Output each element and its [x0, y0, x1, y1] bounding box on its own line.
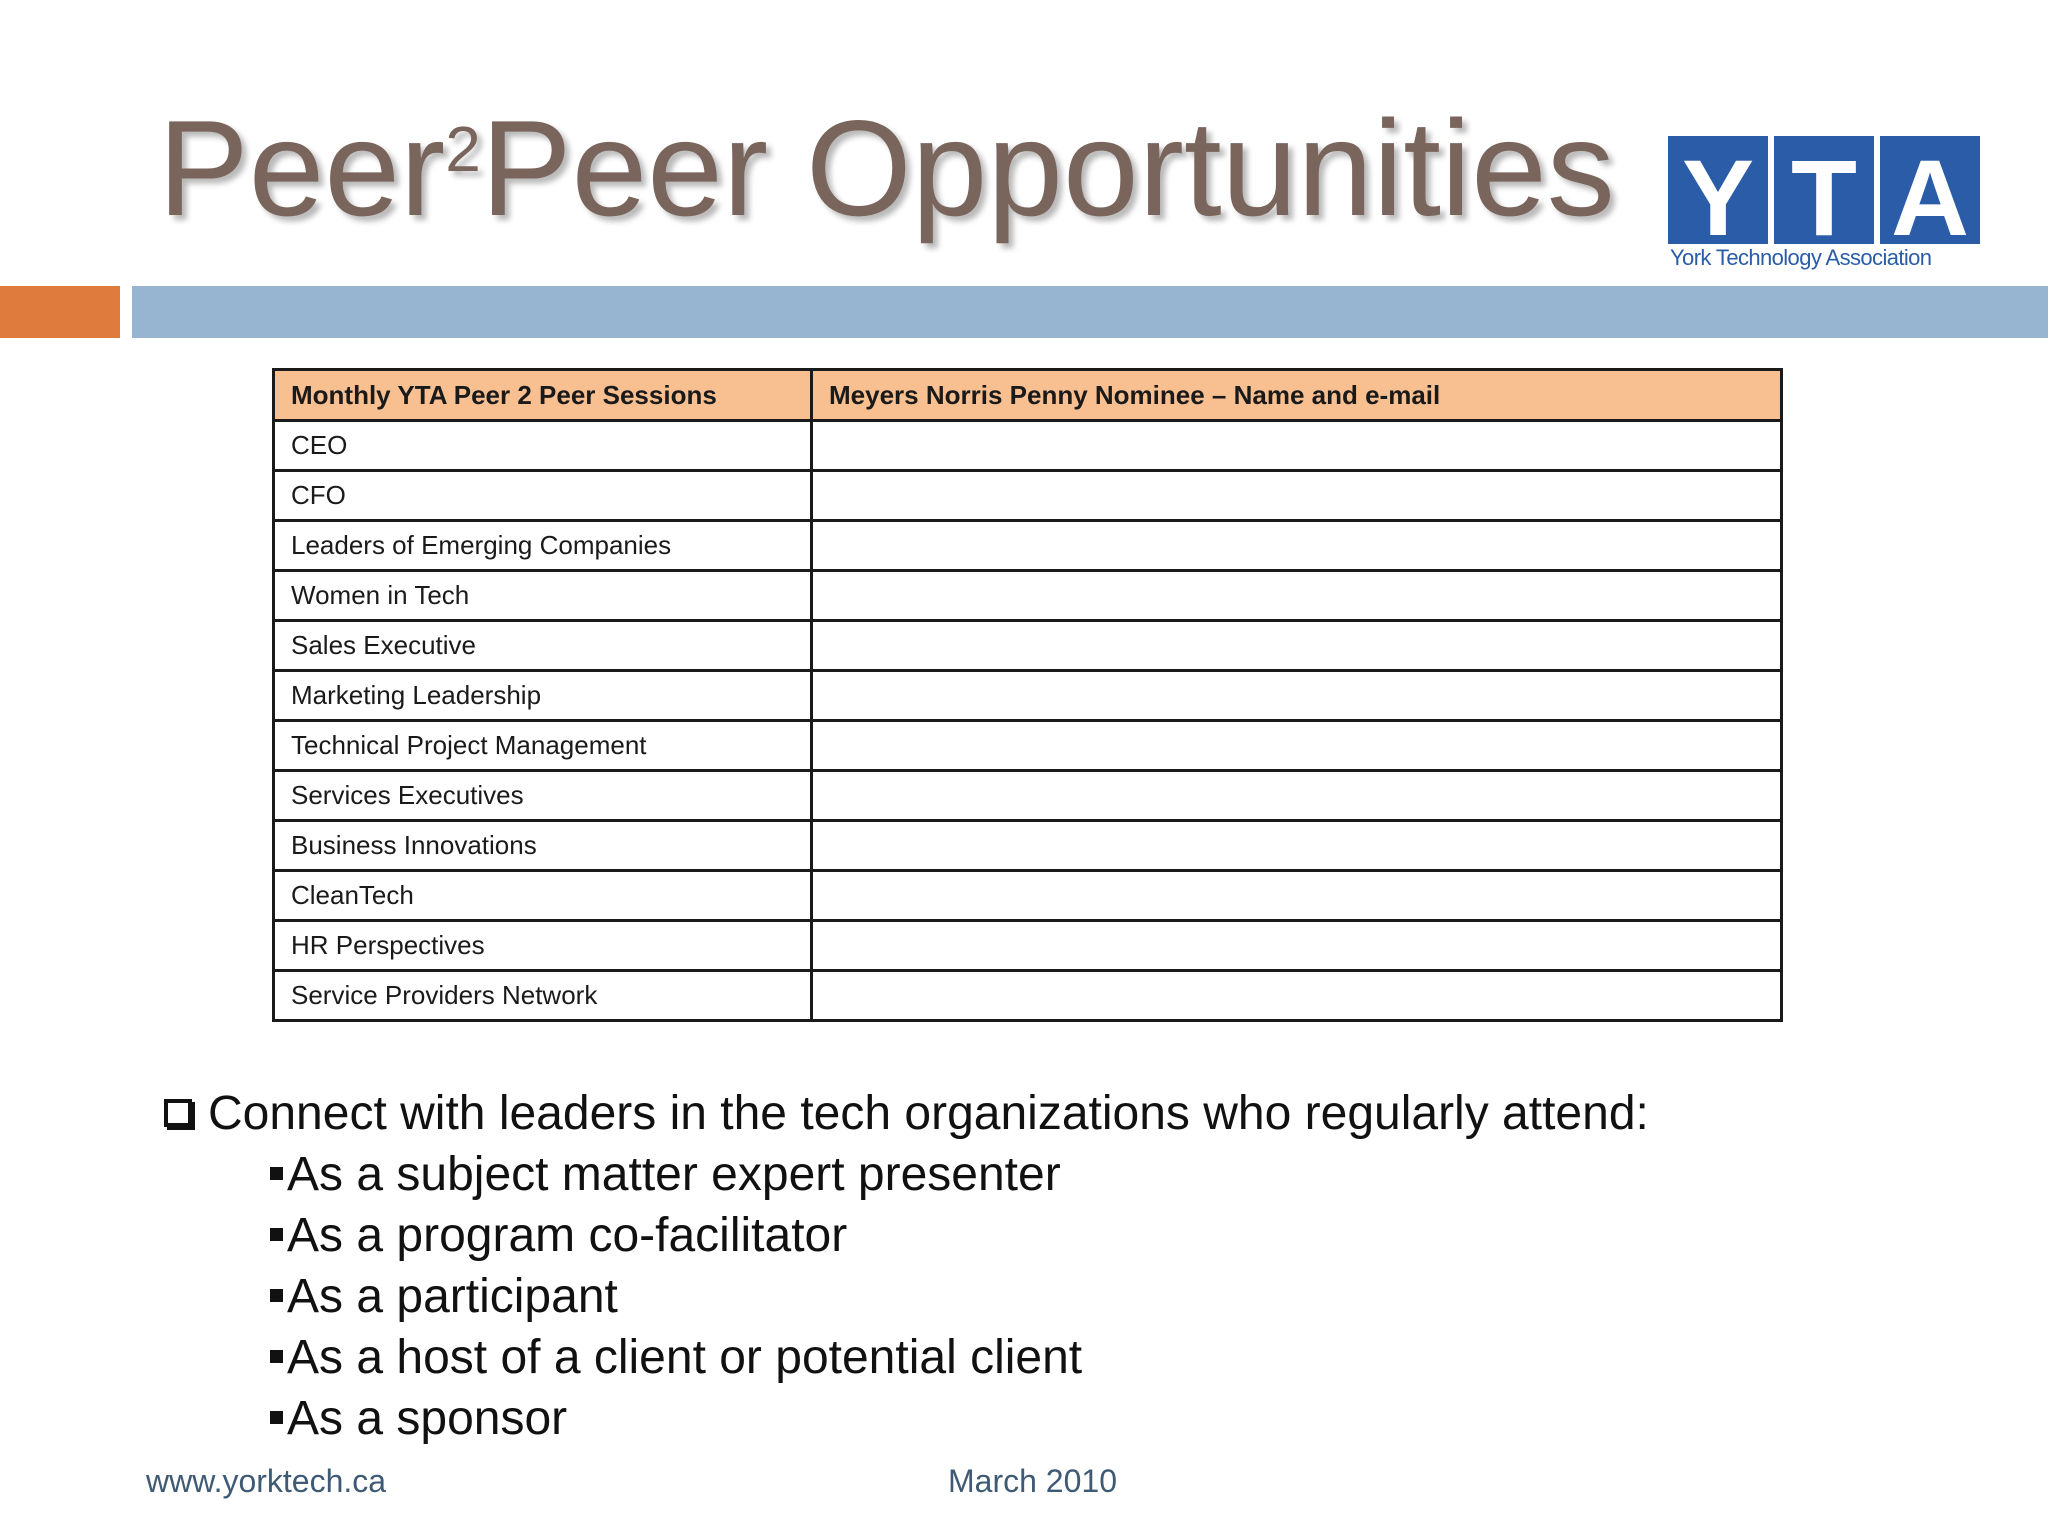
lead-text: Connect with leaders in the tech organizations who regularly attend:: [208, 1087, 1649, 1140]
table-row: [274, 971, 1782, 1021]
square-bullet-icon: [270, 1167, 283, 1180]
bullet-content: [164, 1083, 1724, 1449]
nominee-cell[interactable]: [812, 421, 1782, 471]
square-bullet-icon: [270, 1289, 283, 1302]
table-row: [274, 771, 1782, 821]
nominee-cell[interactable]: [812, 771, 1782, 821]
title-part-1: Peer: [158, 92, 446, 244]
list-item-text: As a sponsor: [287, 1392, 568, 1445]
table-row: [274, 921, 1782, 971]
session-name: Service Providers Network: [274, 971, 812, 1021]
square-bullet-icon: [270, 1350, 283, 1363]
nominee-cell[interactable]: [812, 721, 1782, 771]
list-item: [270, 1144, 1724, 1205]
nominee-cell[interactable]: [812, 671, 1782, 721]
nominee-cell[interactable]: [812, 971, 1782, 1021]
list-item: [270, 1266, 1724, 1327]
table-row: [274, 671, 1782, 721]
list-item-text: As a program co-facilitator: [287, 1209, 848, 1262]
nominee-cell[interactable]: [812, 471, 1782, 521]
table-row: [274, 871, 1782, 921]
footer-url: www.yorktech.ca: [146, 1463, 387, 1499]
session-name: Marketing Leadership: [274, 671, 812, 721]
session-name: Services Executives: [274, 771, 812, 821]
session-name: Women in Tech: [274, 571, 812, 621]
header-sessions: Monthly YTA Peer 2 Peer Sessions: [274, 370, 812, 421]
table-row: [274, 421, 1782, 471]
session-name: Technical Project Management: [274, 721, 812, 771]
session-name: HR Perspectives: [274, 921, 812, 971]
list-item: [270, 1327, 1724, 1388]
accent-bar-orange: [0, 286, 120, 338]
checkbox-bullet-icon: [164, 1099, 192, 1127]
square-bullet-icon: [270, 1228, 283, 1241]
table-header-row: [274, 370, 1782, 421]
table-row: [274, 721, 1782, 771]
logo-letter-a: A: [1891, 137, 1969, 258]
nominee-cell[interactable]: [812, 621, 1782, 671]
session-name: Leaders of Emerging Companies: [274, 521, 812, 571]
square-bullet-icon: [270, 1411, 283, 1424]
table-row: [274, 571, 1782, 621]
nominee-cell[interactable]: [812, 571, 1782, 621]
accent-bar-blue: [132, 286, 2048, 338]
yta-logo: [1668, 132, 1980, 274]
table-row: [274, 521, 1782, 571]
header-nominee: Meyers Norris Penny Nominee – Name and e-mail: [812, 370, 1782, 421]
slide-title: [158, 88, 1615, 248]
logo-letter-y: Y: [1681, 137, 1755, 258]
table-row: [274, 471, 1782, 521]
table-row: [274, 621, 1782, 671]
logo-letter-t: T: [1791, 137, 1857, 258]
list-item: [270, 1388, 1724, 1449]
logo-tagline: York Technology Association: [1670, 245, 1932, 270]
sessions-table: [272, 368, 1783, 1022]
nominee-cell[interactable]: [812, 921, 1782, 971]
list-item-text: As a host of a client or potential client: [287, 1331, 1083, 1384]
nominee-cell[interactable]: [812, 821, 1782, 871]
lead-paragraph: [164, 1083, 1724, 1144]
nominee-cell[interactable]: [812, 521, 1782, 571]
title-superscript: 2: [445, 113, 481, 185]
footer-date: March 2010: [948, 1463, 1117, 1499]
session-name: CleanTech: [274, 871, 812, 921]
session-name: Business Innovations: [274, 821, 812, 871]
list-item-text: As a participant: [287, 1270, 618, 1323]
nominee-cell[interactable]: [812, 871, 1782, 921]
title-part-2: Peer Opportunities: [480, 92, 1615, 244]
list-item-text: As a subject matter expert presenter: [287, 1148, 1061, 1201]
table-row: [274, 821, 1782, 871]
session-name: CFO: [274, 471, 812, 521]
list-item: [270, 1205, 1724, 1266]
session-name: CEO: [274, 421, 812, 471]
session-name: Sales Executive: [274, 621, 812, 671]
role-list: [164, 1144, 1724, 1449]
